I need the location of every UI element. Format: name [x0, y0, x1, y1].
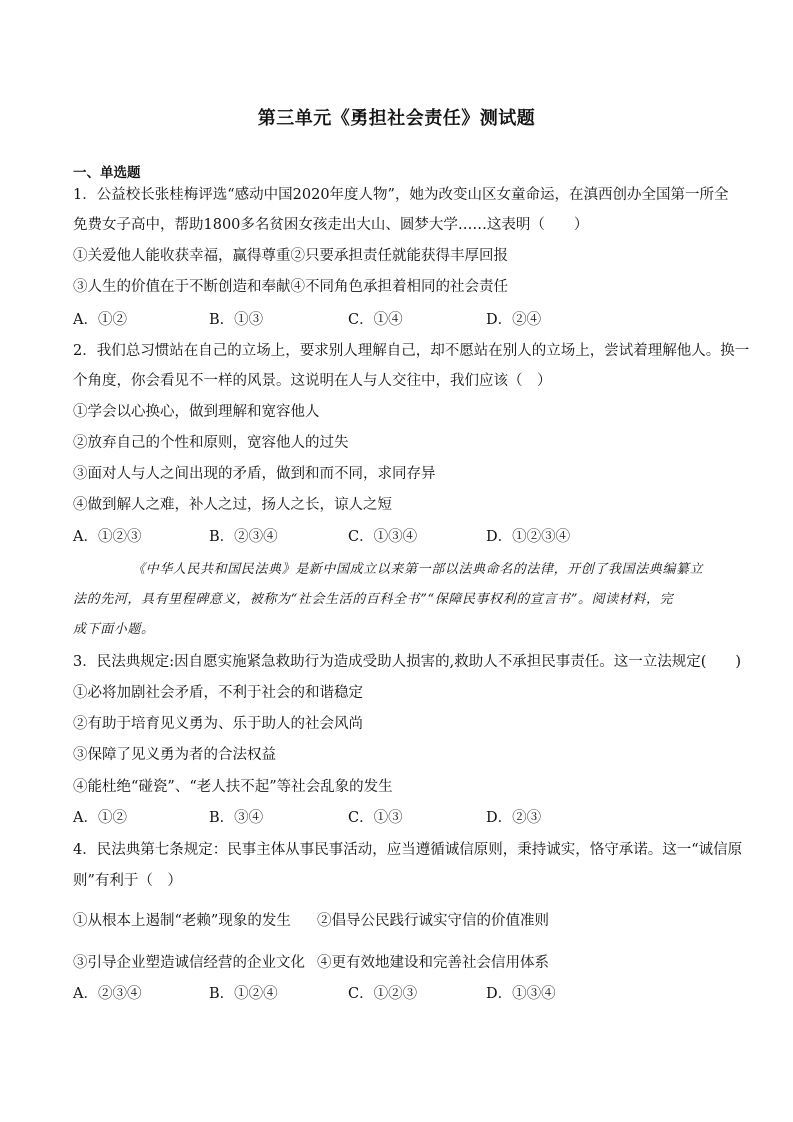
q1-option-d[interactable]: D．②④ [486, 312, 542, 328]
q2-option-b[interactable]: B．②③④ [209, 529, 278, 545]
q4-statement-row2 [73, 953, 549, 973]
q4-statement-2: ②倡导公民践行诚实守信的价值准则 [317, 913, 549, 929]
page-title: 第三单元《勇担社会责任》测试题 [257, 108, 536, 129]
q4-stem-line1: 4．民法典第七条规定：民事主体从事民事活动，应当遵循诚信原则，秉持诚实，恪守承诺。这一“诚信原 [73, 842, 743, 858]
q2-stem-line1: 2．我们总习惯站在自己的立场上，要求别人理解自己，却不愿站在别人的立场上，尝试着理解他人。换一 [73, 343, 750, 359]
q2-option-d[interactable]: D．①②③④ [486, 529, 571, 545]
q4-option-c[interactable]: C．①②③ [348, 986, 418, 1002]
q2-statement-1: ①学会以心换心，做到理解和宽容他人 [73, 404, 320, 420]
q4-statement-4: ④更有效地建设和完善社会信用体系 [317, 955, 549, 971]
q2-statement-3: ③面对人与人之间出现的矛盾，做到和而不同，求同存异 [73, 466, 436, 482]
q1-statement-line1: ①关爱他人能收获幸福，赢得尊重②只要承担责任就能获得丰厚回报 [73, 248, 508, 264]
q4-statement-1: ①从根本上遏制“老赖”现象的发生 [73, 913, 291, 929]
section-heading: 一、单选题 [73, 165, 141, 181]
q3-option-a[interactable]: A．①② [73, 810, 127, 826]
q3-stem-line1: 3．民法典规定:因自愿实施紧急救助行为造成受助人损害的,救助人不承担民事责任。这一立法规定( ) [73, 654, 742, 670]
q2-option-c[interactable]: C．①③④ [348, 529, 418, 545]
q3-statement-1: ①必将加剧社会矛盾，不利于社会的和谐稳定 [73, 685, 363, 701]
q4-option-b[interactable]: B．①②④ [209, 986, 278, 1002]
q4-statement-row1 [73, 911, 549, 931]
q3-statement-4: ④能杜绝“碰瓷”、“老人扶不起”等社会乱象的发生 [73, 779, 393, 795]
q3-statement-2: ②有助于培育见义勇为、乐于助人的社会风尚 [73, 716, 363, 732]
q4-statement-3: ③引导企业塑造诚信经营的企业文化 [73, 955, 305, 971]
material-line1: 《中华人民共和国民法典》是新中国成立以来第一部以法典命名的法律，开创了我国法典编纂立 [132, 562, 704, 577]
q4-stem-line2: 则”有利于（ ） [73, 873, 182, 889]
q1-stem-line2: 免费女子高中，帮助1800多名贫困女孩走出大山、圆梦大学……这表明（ ） [73, 217, 589, 233]
q1-option-b[interactable]: B．①③ [209, 312, 264, 328]
q1-option-c[interactable]: C．①④ [348, 312, 403, 328]
q4-option-a[interactable]: A．②③④ [73, 986, 142, 1002]
q2-statement-4: ④做到解人之难，补人之过，扬人之长，谅人之短 [73, 497, 392, 513]
material-line2: 法的先河，具有里程碑意义，被称为“社会生活的百科全书”“保障民事权利的宣言书”。阅读材料，完 [73, 592, 674, 607]
q1-statement-line2: ③人生的价值在于不断创造和奉献④不同角色承担着相同的社会责任 [73, 279, 508, 295]
q3-option-b[interactable]: B．③④ [209, 810, 264, 826]
q3-option-d[interactable]: D．②③ [486, 810, 542, 826]
q1-stem-line1: 1．公益校长张桂梅评选“感动中国2020年度人物”，她为改变山区女童命运，在滇西创办全国第一所全 [73, 187, 729, 203]
q3-statement-3: ③保障了见义勇为者的合法权益 [73, 747, 276, 763]
q2-statement-2: ②放弃自己的个性和原则，宽容他人的过失 [73, 435, 349, 451]
q4-option-d[interactable]: D．①③④ [486, 986, 556, 1002]
q1-option-a[interactable]: A．①② [73, 312, 127, 328]
material-line3: 成下面小题。 [73, 622, 155, 637]
q3-option-c[interactable]: C．①③ [348, 810, 403, 826]
q2-stem-line2: 个角度，你会看见不一样的风景。这说明在人与人交往中，我们应该（ ） [73, 373, 552, 389]
q2-option-a[interactable]: A．①②③ [73, 529, 142, 545]
